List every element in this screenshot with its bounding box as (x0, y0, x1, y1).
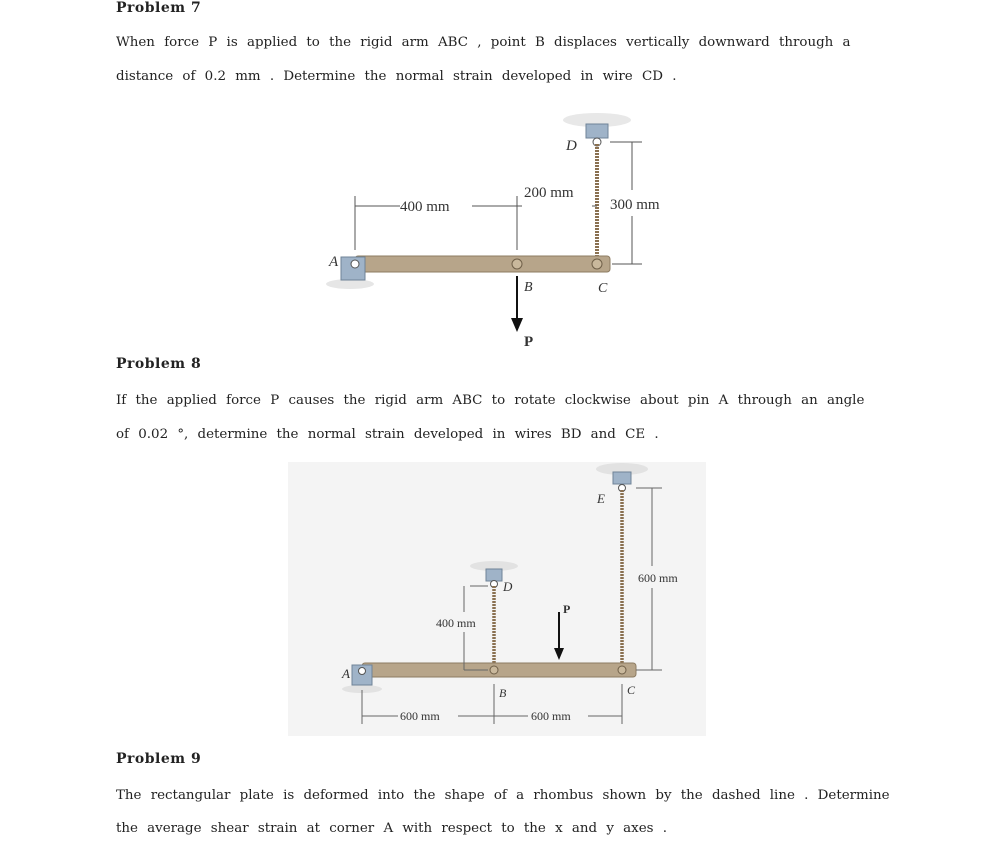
problem-9-heading: Problem 9 (116, 751, 202, 767)
pin-c2 (618, 666, 626, 674)
problem-8-line-2: of 0.02 °, determine the normal strain developed in wires BD and CE . (116, 427, 659, 442)
pin-b2 (490, 666, 498, 674)
problem-7-heading: Problem 7 (116, 0, 202, 16)
problem-9-line-1: The rectangular plate is deformed into the shape of a rhombus shown by the dashed line . Determine (116, 788, 890, 803)
dim-label-600-ce: 600 mm (638, 571, 678, 585)
dim-label-600-bc: 600 mm (531, 709, 571, 723)
problem-8-line-1: If the applied force P causes the rigid arm ABC to rotate clockwise about pin A through an angle (116, 393, 865, 408)
label-c2: C (627, 683, 636, 697)
label-a: A (329, 254, 339, 270)
ceiling-bracket-d2 (486, 569, 502, 581)
problem-8-heading: Problem 8 (116, 356, 202, 372)
problem-7-line-1: When force P is applied to the rigid arm ABC , point B displaces vertically downward through a (116, 35, 851, 50)
label-p: P (524, 334, 534, 350)
dim-label-400: 400 mm (400, 199, 450, 215)
label-b2: B (499, 686, 507, 700)
pin-a2 (359, 668, 366, 675)
dim-label-400-bd: 400 mm (436, 616, 476, 630)
label-c: C (598, 281, 608, 296)
problem-9-line-2: the average shear strain at corner A with respect to the x and y axes . (116, 821, 668, 836)
dim-label-200: 200 mm (524, 185, 574, 201)
label-p2: P (563, 602, 571, 616)
dim-label-600-ab: 600 mm (400, 709, 440, 723)
label-d2: D (503, 579, 513, 594)
label-a2: A (342, 666, 350, 681)
rigid-arm-abc-2 (362, 663, 636, 677)
label-d: D (566, 138, 577, 154)
dim-label-300: 300 mm (610, 197, 660, 213)
problem-7-line-2: distance of 0.2 mm . Determine the normal strain developed in wire CD . (116, 69, 677, 84)
label-e: E (597, 491, 605, 506)
figure-background (288, 462, 706, 736)
ceiling-bracket-e (613, 472, 631, 484)
label-b: B (524, 280, 533, 295)
